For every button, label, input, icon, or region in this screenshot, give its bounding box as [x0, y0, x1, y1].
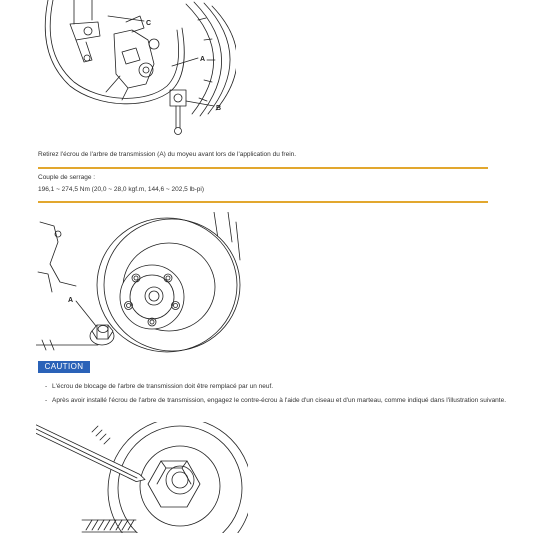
- caution-item: [45, 395, 550, 407]
- lock-nut: [148, 461, 200, 507]
- chisel: [36, 422, 145, 482]
- strut-mount: [70, 0, 100, 62]
- hose-bracket: [170, 90, 186, 135]
- callout-label-a: A: [68, 297, 74, 304]
- list-bullet: -: [45, 383, 48, 390]
- torque-divider-bottom: [38, 201, 488, 203]
- callout-c: [108, 16, 151, 27]
- step-instruction: Retirez l'écrou de l'arbre de transmission (A) du moyeu avant lors de l'application du frein.: [38, 151, 297, 158]
- illustration-hub-assembly: [36, 0, 236, 145]
- callout-a: [68, 297, 96, 326]
- steering-knuckle: [106, 16, 159, 100]
- illustration-brake-disc-nut: [36, 212, 248, 358]
- callout-label-b: B: [216, 105, 222, 112]
- suspension-arm: [36, 222, 98, 350]
- caution-item: [45, 381, 550, 393]
- caution-item-text: Après avoir installé l'écrou de l'arbre de transmission, engagez le contre-écrou à l'aide d'un ciseau et d'un marteau, comme indiqué dans l'illustration suivante.: [52, 397, 507, 404]
- callout-label-c: C: [146, 20, 152, 27]
- caution-list: [45, 381, 550, 409]
- callout-a: [172, 56, 205, 66]
- caution-badge: CAUTION: [38, 361, 90, 373]
- torque-value: 196,1 ~ 274,5 Nm (20,0 ~ 28,0 kgf.m, 144,6 ~ 202,5 lb-pi): [38, 186, 205, 193]
- torque-divider-top: [38, 167, 488, 169]
- callout-label-a: A: [200, 56, 206, 63]
- caution-item-text: L'écrou de blocage de l'arbre de transmission doit être remplacé par un neuf.: [52, 383, 274, 390]
- illustration-chisel-staking: [36, 422, 248, 533]
- torque-label: Couple de serrage :: [38, 174, 96, 181]
- list-bullet: -: [45, 397, 48, 404]
- wheel-hub: [120, 265, 184, 329]
- driveshaft-nut: [90, 325, 114, 345]
